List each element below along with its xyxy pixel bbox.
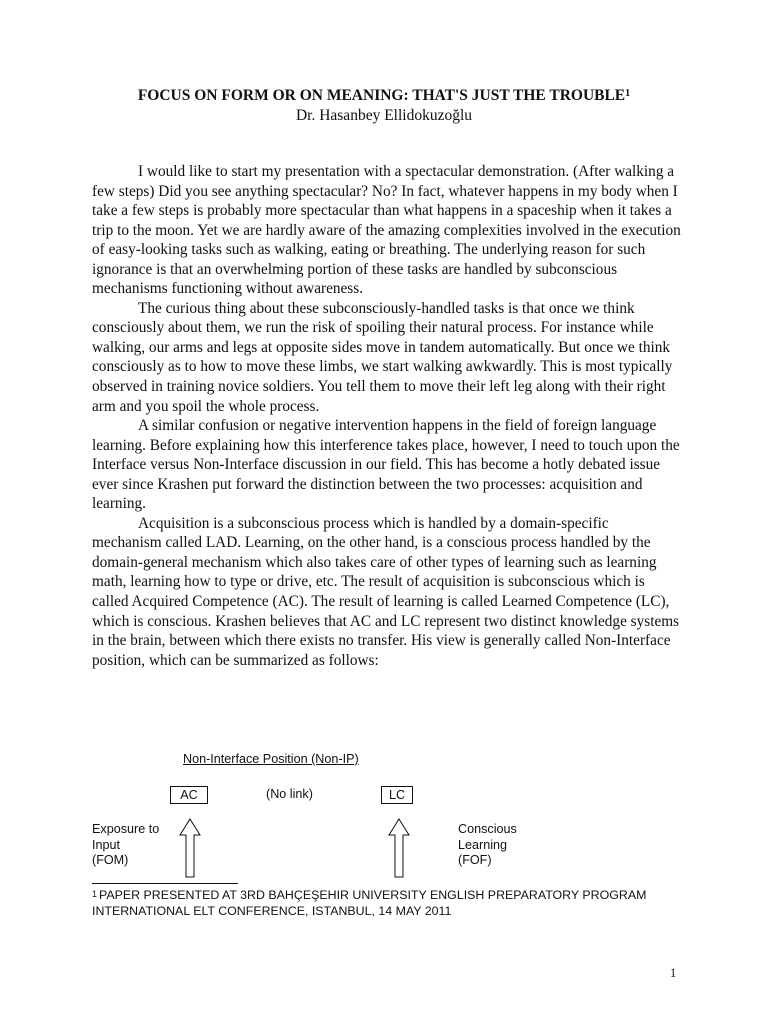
author-name: Dr. Hasanbey Ellidokuzoğlu bbox=[295, 107, 473, 124]
paragraph-2: The curious thing about these subconsciously-handled tasks is that once we think consciously about them, we run the risk of spoiling their natural process. For instance while walking, our arms and legs at opposite sides move in tandem automatically. But once we think consciously as to how to move these limbs, we start walking awkwardly. This is most typically observed in training novice soldiers. You tell them to move their left leg along with their right arm and you spoil the whole process. bbox=[92, 299, 673, 415]
page-number: 1 bbox=[670, 966, 677, 980]
up-arrow-icon bbox=[388, 818, 410, 878]
paragraph-4: Acquisition is a subconscious process which is handled by a domain-specific mechanism called LAD. Learning, on the other hand, is a conscious process handled by the domain-general mechanism which also takes care of other types of learning such as learning math, learning how to type or drive, etc. The result of acquisition is subconscious which is called Acquired Competence (AC). The result of learning is called Learned Competence (LC), which is conscious. Krashen believes that AC and LC represent two distinct knowledge systems in the brain, between which there exists no transfer. His view is generally called Non-Interface position, which can be summarized as follows: bbox=[92, 514, 680, 669]
ac-box: AC bbox=[170, 786, 208, 804]
footnote-line-2: INTERNATIONAL ELT CONFERENCE, ISTANBUL, 14 MAY 2011 bbox=[92, 904, 452, 918]
paper-title-text: FOCUS ON FORM OR ON MEANING: THAT'S JUST THE TROUBLE bbox=[137, 87, 626, 104]
lc-box: LC bbox=[381, 786, 413, 804]
footnote-line-1 bbox=[92, 887, 692, 903]
paragraph-3: A similar confusion or negative intervention happens in the field of foreign language learning. Before explaining how this interference takes place, however, I need to touch upon the Interface versus Non-Interface discussion in our field. This has become a hotly debated issue ever since Krashen put forward the distinction between the two processes: acquisition and learning. bbox=[92, 417, 680, 513]
footnote bbox=[92, 887, 692, 919]
title-footnote-marker[interactable]: 1 bbox=[625, 88, 631, 99]
no-link-label: (No link) bbox=[266, 787, 313, 801]
conscious-learning-label bbox=[458, 822, 517, 869]
left-label-line-3: (FOM) bbox=[92, 853, 129, 867]
diagram-title: Non-Interface Position (Non-IP) bbox=[183, 752, 359, 766]
footnote-marker: 1 bbox=[92, 889, 98, 899]
footnote-separator bbox=[92, 883, 238, 884]
paragraph-1: I would like to start my presentation with a spectacular demonstration. (After walking a few steps) Did you see anything spectacular? No? In fact, whatever happens in my body when I take a few steps is probably more spectacular than what happens in a spaceship when it takes a trip to the moon. Yet we are hardly aware of the amazing complexities involved in the execution of easy-looking tasks such as walking, eating or breathing. The underlying reason for such ignorance is that an overwhelming portion of these tasks are handled by subconscious mechanisms functioning without awareness. bbox=[92, 163, 681, 298]
exposure-to-input-label bbox=[92, 822, 159, 869]
right-label-line-3: (FOF) bbox=[458, 853, 492, 867]
left-label-line-1: Exposure to bbox=[92, 822, 160, 836]
up-arrow-icon bbox=[179, 818, 201, 878]
right-label-line-2: Learning bbox=[458, 837, 508, 852]
right-label-line-1: Conscious bbox=[458, 822, 517, 836]
left-label-line-2: Input bbox=[92, 837, 121, 852]
footnote-text-1: PAPER PRESENTED AT 3RD BAHÇEŞEHIR UNIVERSITY ENGLISH PREPARATORY PROGRAM bbox=[99, 888, 647, 902]
